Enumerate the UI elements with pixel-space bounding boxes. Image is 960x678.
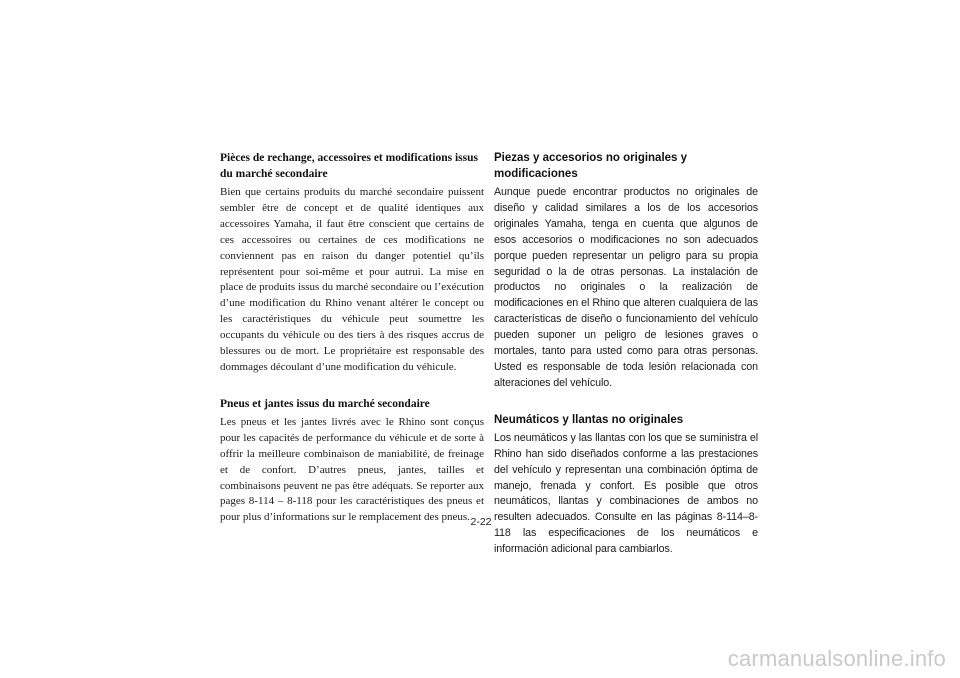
french-column bbox=[220, 150, 484, 526]
french-paragraph-aftermarket-parts: Bien que certains produits du marché secondaire puissent sembler être de concept et de qualité identiques aux accessoires Yamaha, il faut être conscient que certains de ces accessoires ou certaines de ces modifications ne conviennent pas en raison du danger potentiel qu’ils représentent pour soi-même et pour autrui. La mise en place de produits issus du marché secondaire ou l’exécution d’une modification du Rhino venant altérer le concept ou les caractéristiques du véhicule peut soumettre les occupants du véhicule ou des tiers à des risques accrus de blessures ou de mort. Le propriétaire est responsable des dommages découlant d’une modification du véhicule. bbox=[220, 186, 484, 373]
spanish-paragraph-tires-wheels: Los neumáticos y las llantas con los que se suministra el Rhino han sido diseñados conforme a las prestaciones del vehículo y representan una combinación óptima de manejo, frenada y confort. Es posible que otros neumáticos, llantas y combinaciones de ambos no resulten adecuados. Consulte en las páginas 8-114–8-118 las especificaciones de los neumáticos e información adicional para cambiarlos. bbox=[494, 431, 758, 556]
french-paragraph-tires-wheels: Les pneus et les jantes livrés avec le Rhino sont conçus pour les capacités de performance du véhicule et de sorte à offrir la meilleure combinaison de maniabilité, de freinage et de confort. D’autres pneus, jantes, tailles et combinaisons peuvent ne pas être adéquats. Se reporter aux pages 8-114 – 8-118 pour les caractéristiques des pneus et pour plus d’informations sur le remplacement des pneus. bbox=[220, 415, 484, 524]
section-gap bbox=[220, 376, 484, 396]
spanish-column bbox=[494, 150, 758, 558]
watermark: carmanualsonline.info bbox=[727, 646, 946, 671]
spanish-paragraph-aftermarket-parts: Aunque puede encontrar productos no originales de diseño y calidad similares a los de los accesorios originales Yamaha, tenga en cuenta que algunos de esos accesorios o modificaciones no son adecuados porque pueden representar un peligro para su propia seguridad o la de otras personas. La instalación de productos no originales o la realización de modificaciones en el Rhino que alteren cualquiera de las características de diseño o funcionamiento del vehículo pueden suponer un peligro de lesiones graves o mortales, tanto para usted como para otras personas. Usted es responsable de toda lesión relacionada con alteraciones del vehículo. bbox=[494, 186, 758, 389]
spanish-heading-aftermarket-parts: Piezas y accesorios no originales y modificaciones bbox=[494, 152, 688, 180]
section-gap bbox=[494, 392, 758, 412]
french-heading-tires-wheels: Pneus et jantes issus du marché secondaire bbox=[220, 397, 430, 410]
french-heading-aftermarket-parts: Pièces de rechange, accessoires et modifications issus du marché secondaire bbox=[220, 152, 478, 180]
spanish-heading-tires-wheels: Neumáticos y llantas no originales bbox=[494, 413, 684, 426]
page-number: 2-22 bbox=[470, 516, 492, 528]
